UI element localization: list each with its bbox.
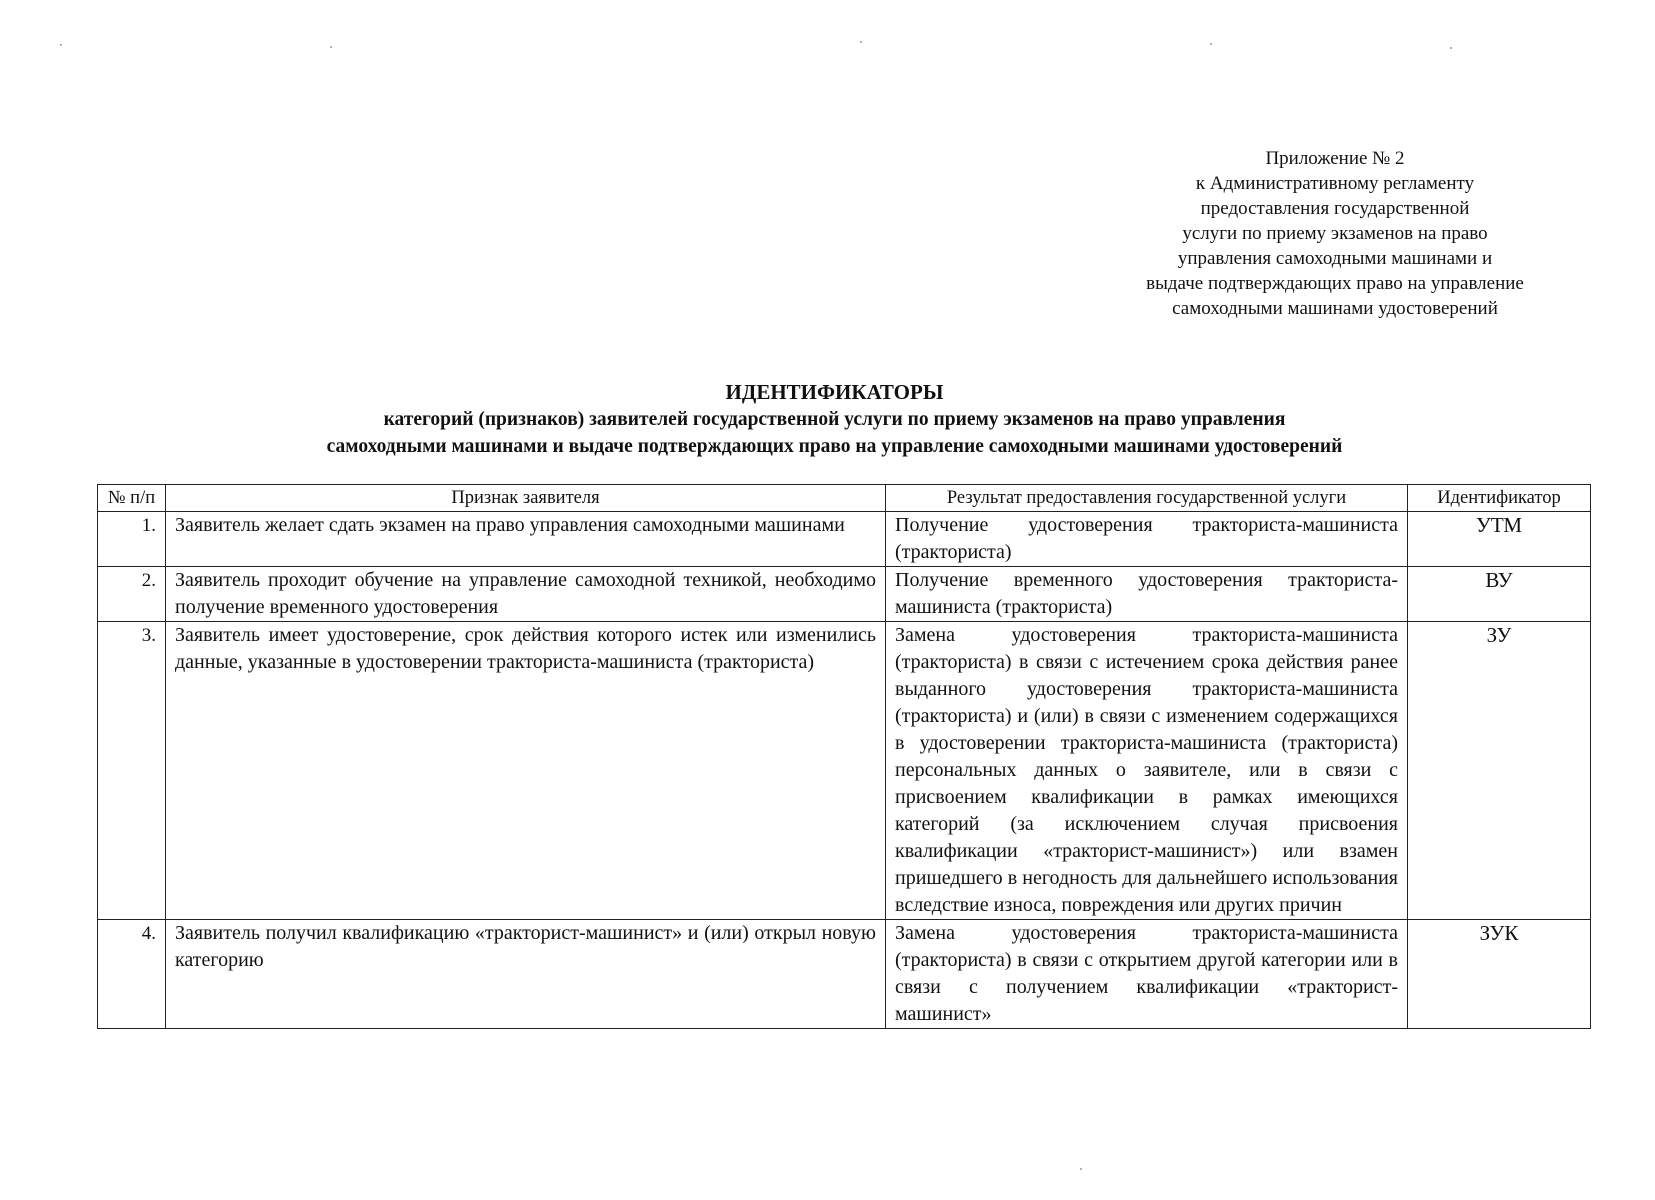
row-num: 4. bbox=[98, 920, 166, 1029]
row-result: Замена удостоверения тракториста-машиниста (тракториста) в связи с истечением срока действия ранее выданного удостоверения тракториста-машиниста (тракториста) и (или) в связи с изменением содержащихся в удостоверении тракториста-машиниста (тракториста) персональных данных о заявителе, или в связи с присвоением квалификации в рамках имеющихся категорий (за исключением случая присвоения квалификации «тракторист-машинист») или взамен пришедшего в негодность для дальнейшего использования вследствие износа, повреждения или других причин bbox=[886, 622, 1408, 920]
appendix-line: к Административному регламенту bbox=[1195, 173, 1475, 194]
appendix-line: самоходными машинами удостоверений bbox=[1172, 298, 1498, 319]
table-row bbox=[98, 622, 1591, 920]
scan-speck bbox=[1450, 47, 1452, 49]
table-row bbox=[98, 567, 1591, 622]
title-subtitle-line-1: категорий (признаков) заявителей государственной услуги по приему экзаменов на право управления bbox=[383, 409, 1286, 430]
row-sign: Заявитель желает сдать экзамен на право управления самоходными машинами bbox=[166, 512, 886, 567]
appendix-line: услуги по приему экзаменов на право bbox=[1182, 223, 1488, 244]
table-row bbox=[98, 512, 1591, 567]
row-identifier: УТМ bbox=[1408, 512, 1591, 567]
scan-speck bbox=[60, 44, 62, 46]
row-sign: Заявитель проходит обучение на управление самоходной техникой, необходимо получение временного удостоверения bbox=[166, 567, 886, 622]
row-identifier: ВУ bbox=[1408, 567, 1591, 622]
table-header-row bbox=[98, 485, 1591, 512]
title-subtitle-line-2: самоходными машинами и выдаче подтверждающих право на управление самоходными машинами удостоверений bbox=[326, 436, 1343, 457]
header-result: Результат предоставления государственной услуги bbox=[886, 485, 1408, 512]
appendix-line: управления самоходными машинами и bbox=[1177, 248, 1493, 269]
title-main: ИДЕНТИФИКАТОРЫ bbox=[725, 380, 944, 404]
scan-speck bbox=[1210, 43, 1212, 45]
appendix-note bbox=[1000, 146, 1655, 321]
scan-speck bbox=[860, 41, 862, 43]
appendix-line: Приложение № 2 bbox=[1265, 148, 1405, 169]
table-row bbox=[98, 920, 1591, 1029]
appendix-line: предоставления государственной bbox=[1200, 198, 1470, 219]
row-num: 1. bbox=[98, 512, 166, 567]
scan-speck bbox=[330, 46, 332, 48]
row-num: 2. bbox=[98, 567, 166, 622]
row-num: 3. bbox=[98, 622, 166, 920]
row-identifier: ЗУ bbox=[1408, 622, 1591, 920]
appendix-line: выдаче подтверждающих право на управление bbox=[1146, 273, 1524, 294]
document-title bbox=[97, 378, 1572, 460]
row-identifier: ЗУК bbox=[1408, 920, 1591, 1029]
row-sign: Заявитель получил квалификацию «тракторист-машинист» и (или) открыл новую категорию bbox=[166, 920, 886, 1029]
header-sign: Признак заявителя bbox=[166, 485, 886, 512]
header-id: Идентификатор bbox=[1408, 485, 1591, 512]
row-result: Получение удостоверения тракториста-машиниста (тракториста) bbox=[886, 512, 1408, 567]
header-num: № п/п bbox=[98, 485, 166, 512]
row-result: Замена удостоверения тракториста-машиниста (тракториста) в связи с открытием другой категории или в связи с получением квалификации «тракторист-машинист» bbox=[886, 920, 1408, 1029]
scan-speck bbox=[1080, 1168, 1082, 1170]
row-sign: Заявитель имеет удостоверение, срок действия которого истек или изменились данные, указанные в удостоверении тракториста-машиниста (тракториста) bbox=[166, 622, 886, 920]
identifiers-table bbox=[97, 484, 1591, 1029]
row-result: Получение временного удостоверения тракториста-машиниста (тракториста) bbox=[886, 567, 1408, 622]
